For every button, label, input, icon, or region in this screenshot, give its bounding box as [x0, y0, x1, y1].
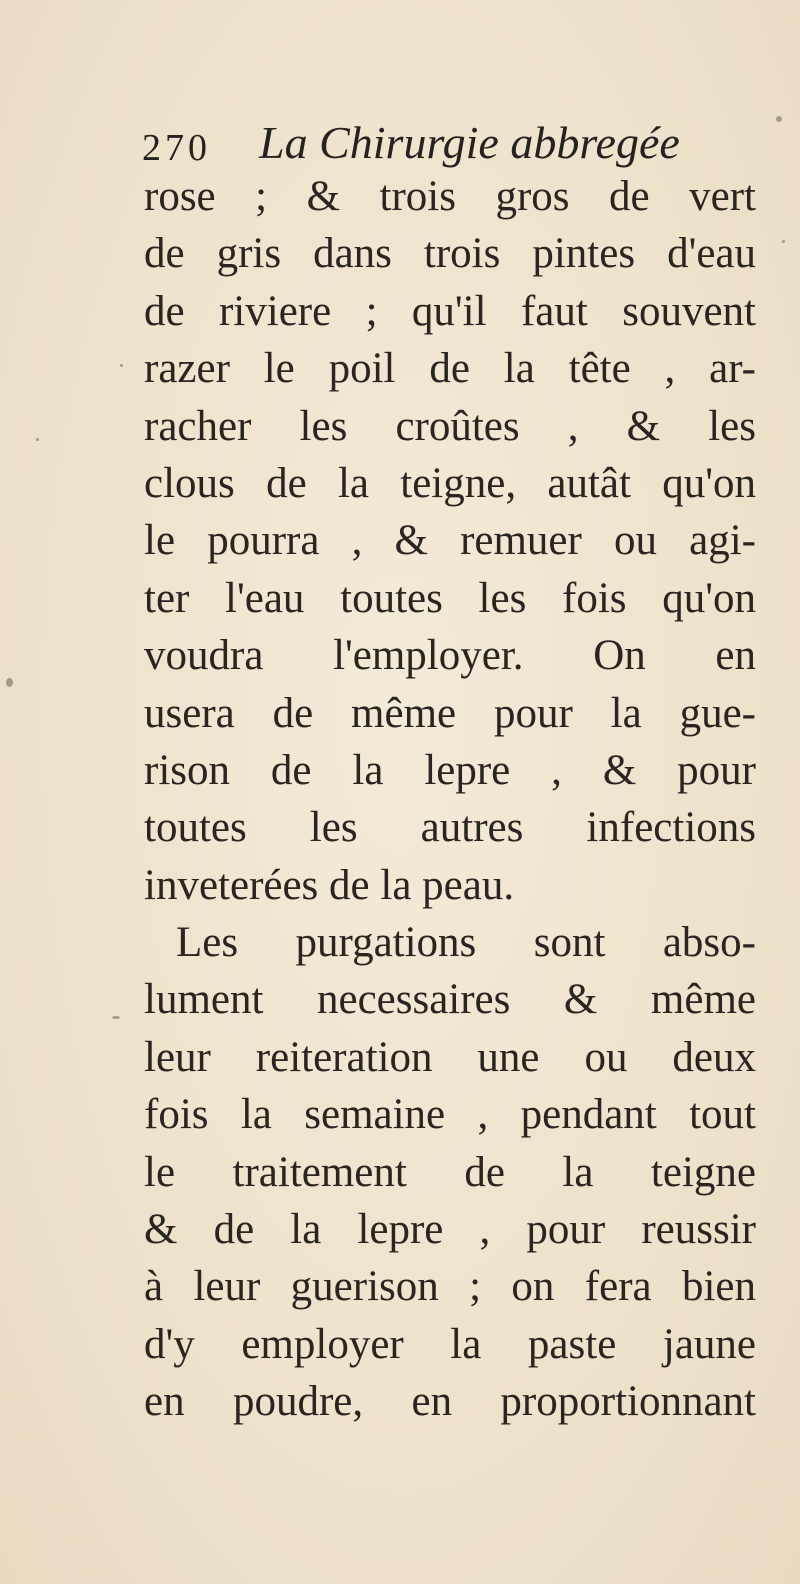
body-text: [144, 168, 756, 1431]
text-line: en poudre, en proportionnant: [144, 1378, 756, 1426]
paragraph-end-line: inveterées de la peau.: [144, 861, 515, 909]
paper-speck: [120, 364, 123, 367]
text-line: de gris dans trois pintes d'eau: [144, 230, 756, 278]
text-line: ter l'eau toutes les fois qu'on: [144, 574, 756, 622]
text-line: toutes les autres infections: [144, 804, 756, 852]
paper-speck: [776, 116, 782, 122]
text-line: leur reiteration une ou deux: [144, 1033, 756, 1081]
text-line: de riviere ; qu'il faut souvent: [144, 287, 756, 335]
text-line: rison de la lepre , & pour: [144, 746, 756, 794]
text-line: razer le poil de la tête , ar-: [144, 345, 756, 393]
page-header: [142, 112, 712, 172]
text-line: voudra l'employer. On en: [144, 632, 756, 680]
text-line: clous de la teigne, autât qu'on: [144, 459, 756, 507]
text-line: & de la lepre , pour reussir: [144, 1206, 756, 1254]
text-line: lument necessaires & même: [144, 976, 756, 1024]
paper-speck: [112, 1016, 120, 1019]
paper-speck: [6, 678, 13, 687]
text-line: d'y employer la paste jaune: [144, 1320, 756, 1368]
text-line: racher les croûtes , & les: [144, 402, 756, 450]
paper-speck: [36, 438, 39, 441]
paragraph-start-line: Les purgations sont abso-: [176, 919, 756, 967]
text-line: le pourra , & remuer ou agi-: [144, 517, 756, 565]
text-line: le traitement de la teigne: [144, 1148, 756, 1196]
text-line: fois la semaine , pendant tout: [144, 1091, 756, 1139]
text-line: à leur guerison ; on fera bien: [144, 1263, 756, 1311]
text-line: usera de même pour la gue-: [144, 689, 756, 737]
paper-speck: [782, 240, 785, 243]
running-title: La Chirurgie abbregée: [259, 117, 680, 168]
text-line: rose ; & trois gros de vert: [144, 173, 756, 220]
page-number: 270: [142, 127, 211, 169]
